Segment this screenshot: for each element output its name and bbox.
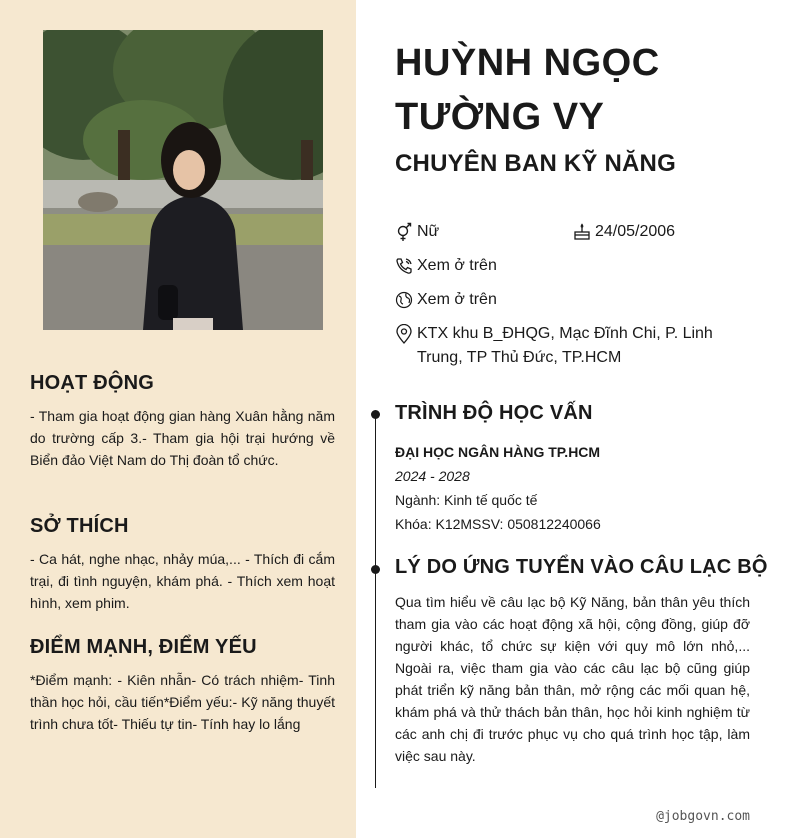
candidate-name: HUỲNH NGỌC TƯỜNG VY bbox=[395, 42, 660, 138]
birthdate-value: 24/05/2006 bbox=[595, 223, 676, 240]
birthdate-row bbox=[573, 220, 675, 244]
education-major: Ngành: Kinh tế quốc tế bbox=[395, 492, 538, 508]
education-block bbox=[395, 440, 750, 536]
gender-icon bbox=[395, 220, 417, 244]
footer-credit: @jobgovn.com bbox=[656, 809, 750, 824]
hobbies-title: SỞ THÍCH bbox=[30, 515, 129, 537]
website-row bbox=[395, 288, 497, 312]
timeline-dot-education bbox=[371, 410, 380, 419]
hobbies-text: - Ca hát, nghe nhạc, nhảy múa,... - Thích đi cắm trại, đi tình nguyện, khám phá. - Thích xem hoạt hình, xem phim. bbox=[30, 551, 335, 611]
activities-text: - Tham gia hoạt động gian hàng Xuân hằng năm do trường cấp 3.- Tham gia hội trại hướng về Biển đảo Việt Nam do Thị đoàn tổ chức. bbox=[30, 408, 335, 468]
strengths-section bbox=[30, 636, 335, 735]
strengths-text: *Điểm mạnh: - Kiên nhẫn- Có trách nhiệm- Tinh thần học hỏi, cầu tiến*Điểm yếu:- Kỹ năng thuyết trình chưa tốt- Thiếu tự tin- Tính hay lo lắng bbox=[30, 672, 335, 732]
phone-row bbox=[395, 254, 497, 278]
strengths-title: ĐIỂM MẠNH, ĐIỂM YẾU bbox=[30, 636, 257, 658]
gender-value: Nữ bbox=[417, 223, 440, 240]
phone-value: Xem ở trên bbox=[417, 257, 497, 274]
motivation-text: Qua tìm hiểu về câu lạc bộ Kỹ Năng, bản thân yêu thích tham gia vào các hoạt động xã hội, cộng đồng, giúp đỡ người khác, tổ chức sự kiện với quy mô lớn nhỏ,... Ngoài ra, việc tham gia vào các câu lạc bộ cũng giúp phát triển kỹ năng bản thân, mở rộng các mối quan hệ, khám phá và thử thách bản thân, học hỏi kinh nghiệm từ các anh chị đi trước phục vụ cho quá trình học tập, làm việc sau này. bbox=[395, 594, 750, 764]
education-years: 2024 - 2028 bbox=[395, 468, 470, 484]
cake-icon bbox=[573, 220, 595, 244]
education-course: Khóa: K12MSSV: 050812240066 bbox=[395, 516, 601, 532]
website-value: Xem ở trên bbox=[417, 291, 497, 308]
address-row bbox=[395, 322, 740, 370]
activities-section bbox=[30, 372, 335, 471]
gender-row bbox=[395, 220, 439, 244]
education-school: ĐẠI HỌC NGÂN HÀNG TP.HCM bbox=[395, 444, 601, 460]
candidate-role: CHUYÊN BAN KỸ NĂNG bbox=[395, 150, 676, 177]
sidebar bbox=[0, 0, 356, 838]
education-title: TRÌNH ĐỘ HỌC VẤN bbox=[395, 402, 593, 424]
globe-icon bbox=[395, 288, 417, 312]
hobbies-section bbox=[30, 515, 335, 614]
profile-photo bbox=[43, 30, 323, 330]
phone-icon bbox=[395, 254, 417, 278]
timeline-line bbox=[375, 412, 376, 788]
timeline-dot-motivation bbox=[371, 565, 380, 574]
address-value: KTX khu B_ĐHQG, Mạc Đĩnh Chi, P. Linh Trung, TP Thủ Đức, TP.HCM bbox=[417, 325, 713, 366]
location-pin-icon bbox=[395, 322, 417, 346]
activities-title: HOẠT ĐỘNG bbox=[30, 372, 155, 394]
motivation-title: LÝ DO ỨNG TUYỂN VÀO CÂU LẠC BỘ bbox=[395, 556, 768, 578]
